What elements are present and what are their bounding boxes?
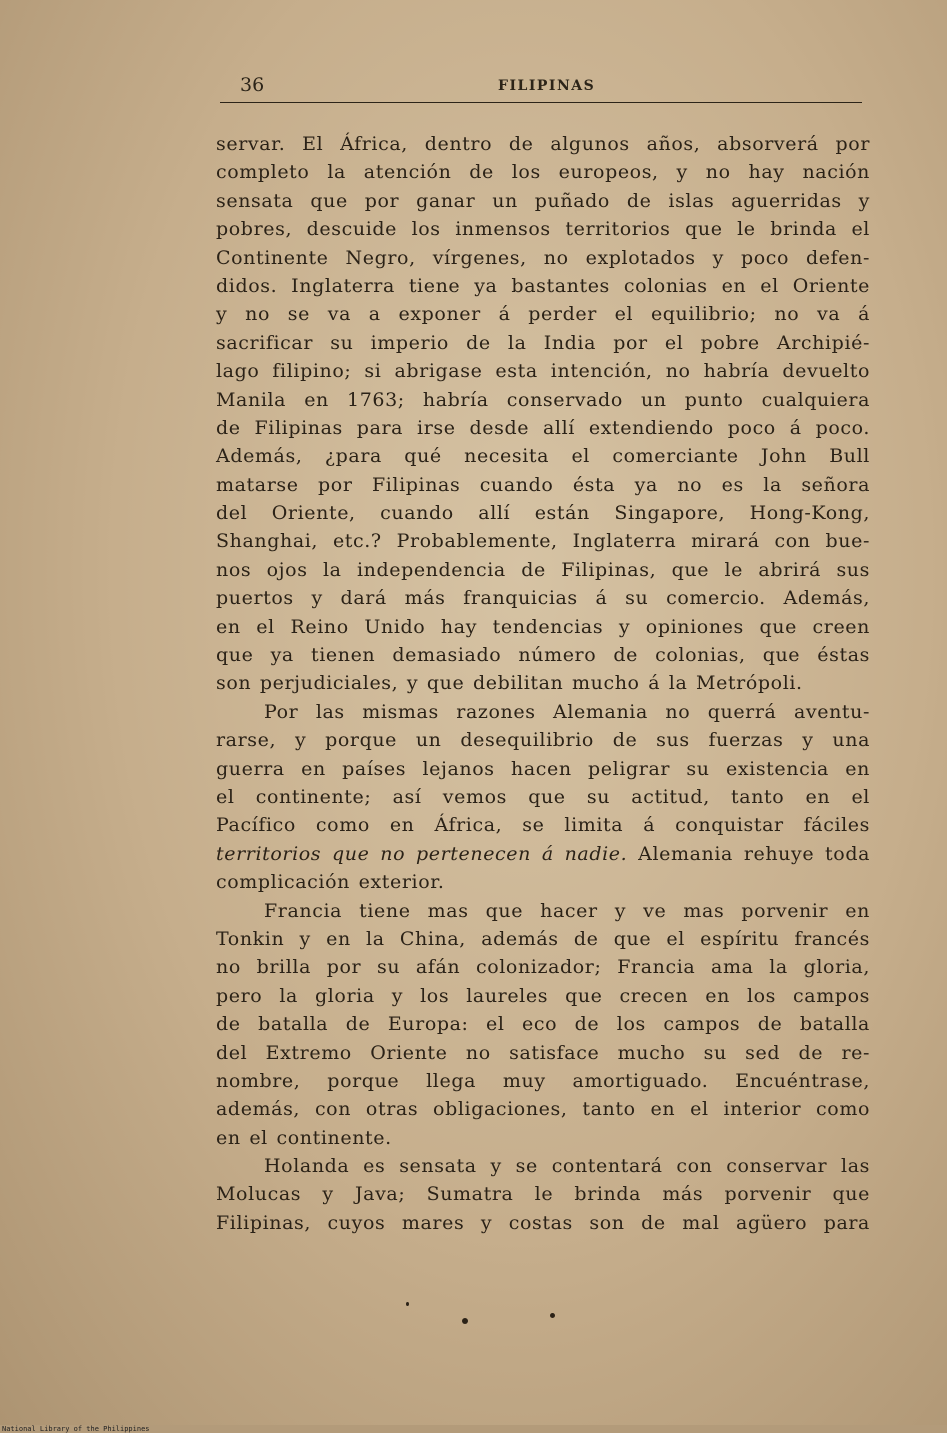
text-line: el continente; así vemos que su actitud, tanto en el	[216, 785, 870, 808]
paragraph-4	[216, 1152, 870, 1237]
text-line: que ya tienen demasiado número de colonias, que éstas	[216, 644, 870, 667]
page-number: 36	[240, 74, 265, 96]
text-line: Pacífico como en África, se limita á conquistar fáciles	[216, 814, 870, 837]
text-line: nos ojos la independencia de Filipinas, que le abrirá sus	[216, 558, 870, 581]
text-line: y no se va a exponer á perder el equilibrio; no va á	[216, 303, 870, 326]
text-line: Manila en 1763; habría conservado un punto cualquiera	[216, 388, 870, 411]
text-line: son perjudiciales, y que debilitan mucho á la Metrópoli.	[216, 672, 803, 695]
paragraph-2	[216, 698, 870, 897]
text-line: Shanghai, etc.? Probablemente, Inglaterra mirará con bue-	[216, 530, 870, 553]
text-line: Holanda es sensata y se contentará con conservar las	[264, 1155, 870, 1178]
text-line: de batalla de Europa: el eco de los campos de batalla	[216, 1013, 870, 1036]
italic-phrase: territorios que no pertenecen á nadie.	[216, 842, 628, 865]
text-line: del Extremo Oriente no satisface mucho su sed de re-	[216, 1041, 870, 1064]
ink-speck	[550, 1313, 555, 1318]
text-line: sensata que por ganar un puñado de islas aguerridas y	[216, 189, 870, 212]
text-span: Alemania rehuye toda	[627, 842, 871, 865]
text-line: servar. El África, dentro de algunos años, absorverá por	[216, 133, 870, 155]
body-text	[216, 130, 870, 1237]
text-line: Molucas y Java; Sumatra le brinda más porvenir que	[216, 1183, 870, 1206]
text-line: Además, ¿para qué necesita el comerciante John Bull	[216, 445, 870, 468]
text-line: en el continente.	[216, 1126, 392, 1149]
footer-credit: National Library of the Philippines	[2, 1425, 150, 1433]
text-line: de Filipinas para irse desde allí extendiendo poco á poco.	[216, 416, 870, 439]
text-line: completo la atención de los europeos, y no hay nación	[216, 161, 870, 184]
text-line: Francia tiene mas que hacer y ve mas porvenir en	[264, 899, 870, 922]
paragraph-3	[216, 897, 870, 1153]
text-line: complicación exterior.	[216, 871, 445, 894]
text-line: en el Reino Unido hay tendencias y opiniones que creen	[216, 615, 870, 638]
text-line: rarse, y porque un desequilibrio de sus fuerzas y una	[216, 729, 870, 752]
text-line: sacrificar su imperio de la India por el pobre Archipié-	[216, 331, 870, 354]
running-title: FILIPINAS	[498, 78, 596, 94]
text-line: además, con otras obligaciones, tanto en el interior como	[216, 1098, 870, 1121]
text-line: lago filipino; si abrigase esta intención, no habría devuelto	[216, 360, 870, 383]
text-line: nombre, porque llega muy amortiguado. Encuéntrase,	[216, 1069, 870, 1092]
text-line: Por las mismas razones Alemania no querrá aventu-	[264, 700, 870, 723]
text-line: Continente Negro, vírgenes, no explotados y poco defen-	[216, 246, 870, 269]
text-line: Tonkin y en la China, además de que el espíritu francés	[216, 927, 870, 950]
page-header	[220, 72, 862, 103]
paragraph-1	[216, 130, 870, 698]
text-line: didos. Inglaterra tiene ya bastantes colonias en el Oriente	[216, 274, 870, 297]
text-line: pero la gloria y los laureles que crecen en los campos	[216, 984, 870, 1007]
text-line: guerra en países lejanos hacen peligrar su existencia en	[216, 757, 870, 780]
ink-speck	[462, 1318, 468, 1324]
text-line: no brilla por su afán colonizador; Francia ama la gloria,	[216, 956, 870, 979]
text-line: matarse por Filipinas cuando ésta ya no es la señora	[216, 473, 870, 496]
text-line: del Oriente, cuando allí están Singapore, Hong-Kong,	[216, 502, 870, 525]
ink-speck	[406, 1302, 409, 1306]
text-line: puertos y dará más franquicias á su comercio. Además,	[216, 587, 870, 610]
text-line: Filipinas, cuyos mares y costas son de mal agüero para	[216, 1211, 870, 1234]
text-line-mixed	[216, 840, 870, 868]
text-line: pobres, descuide los inmensos territorios que le brinda el	[216, 218, 870, 241]
